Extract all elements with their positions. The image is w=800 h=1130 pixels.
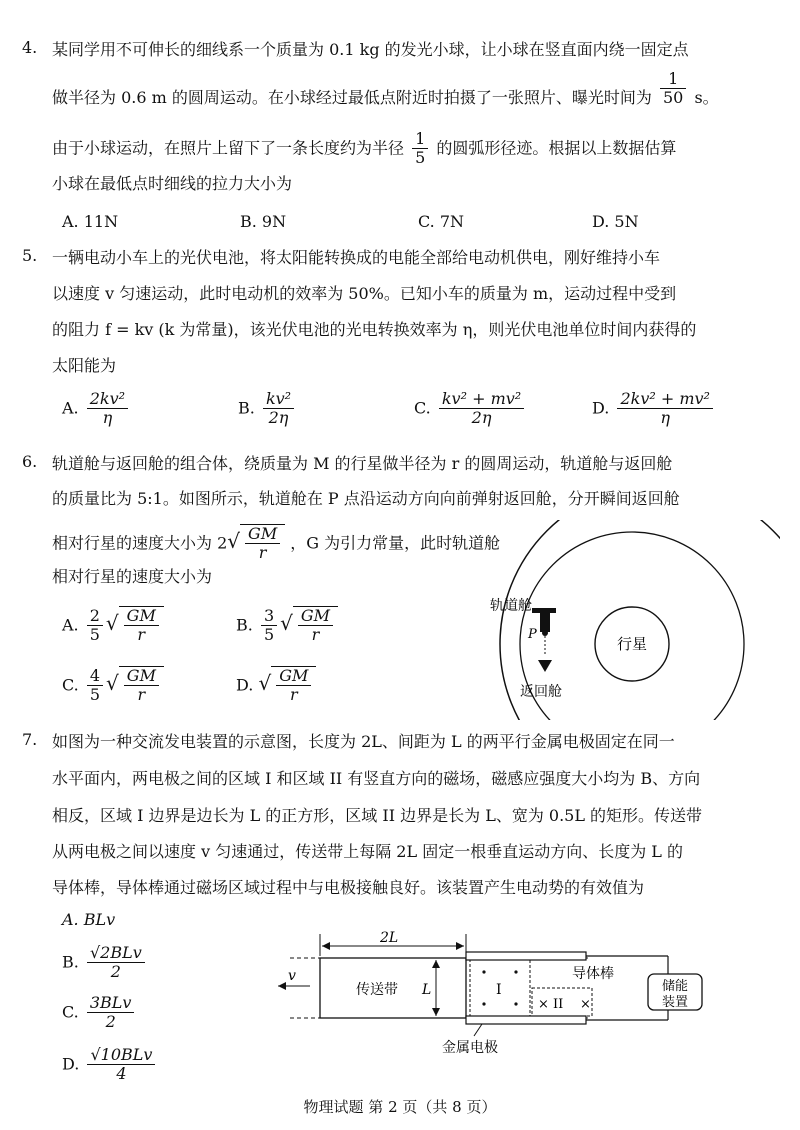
fraction (87, 1046, 155, 1084)
frac-den: 2η (471, 408, 492, 428)
sqrt-body (240, 524, 285, 563)
field-cross: × (580, 997, 591, 1012)
question-text-line: 导体棒，导体棒通过磁场区域过程中与电极接触良好。该装置产生电动势的有效值为 (52, 878, 645, 897)
option-b (62, 944, 148, 982)
belt-label: 传送带 (356, 982, 398, 998)
orbiter-label: 轨道舱 (490, 598, 532, 614)
frac-den: r (258, 543, 267, 563)
option-a (62, 606, 164, 645)
electrode-label: 金属电极 (442, 1040, 498, 1056)
option-label: B. (238, 398, 255, 418)
fraction (439, 390, 524, 428)
question-text-line: 太阳能为 (52, 356, 117, 375)
frac-num: 4 (87, 667, 103, 686)
arrow-up-icon (432, 960, 440, 968)
arrow-left-icon (322, 942, 330, 950)
question-text-line: 相对行星的速度大小为 (52, 567, 213, 586)
text-span: 的圆弧形径迹。根据以上数据估算 (436, 138, 677, 158)
option-d: D. 5N (592, 212, 639, 231)
frac-den: r (137, 685, 146, 705)
fraction (276, 667, 311, 705)
planet-label: 行星 (616, 635, 648, 653)
text-span: 做半径为 0.6 m 的圆周运动。在小球经过最低点附近时拍摄了一张照片、曝光时间为 (52, 88, 652, 107)
frac-num: kv² (263, 390, 294, 409)
fraction (412, 130, 428, 168)
frac-num: 2 (87, 607, 103, 626)
text-span: 相对行星的速度大小为 2 (52, 533, 228, 553)
frac-num: 2kv² + mv² (617, 390, 713, 409)
frac-num: 3BLv (87, 994, 135, 1013)
frac-num: √10BLv (87, 1046, 155, 1065)
sqrt-sign: √ (258, 671, 272, 696)
question-text-line: 从两电极之间以速度 v 匀速通过，传送带上每隔 2L 固定一根垂直运动方向、长度为 L 的 (52, 842, 683, 861)
option-b (236, 606, 338, 645)
frac-den: 5 (263, 625, 275, 645)
orbiter-icon (540, 612, 550, 632)
option-a: A. BLv (62, 910, 116, 929)
dimension-label: L (422, 982, 432, 998)
fraction (124, 607, 159, 645)
frac-den: η (660, 408, 670, 428)
fraction (617, 390, 713, 428)
sqrt-sign: √ (280, 611, 293, 636)
frac-num: 1 (412, 130, 428, 149)
option-a (62, 390, 131, 428)
question-number: 5. (22, 246, 38, 265)
frac-num: GM (124, 607, 159, 626)
option-c (62, 994, 137, 1032)
frac-den: 50 (662, 88, 684, 107)
option-b (238, 390, 297, 428)
option-label: D. (236, 675, 254, 695)
sqrt-body (119, 666, 164, 705)
option-a: A. 11N (62, 212, 119, 231)
option-label: C. (414, 398, 431, 418)
electrode-bottom (466, 1016, 586, 1024)
leader-line (474, 1024, 482, 1036)
frac-den: 5 (89, 625, 100, 645)
field-dot (482, 970, 485, 973)
question-text-line: 的质量比为 5:1。如图所示，轨道舱在 P 点沿运动方向向前弹射返回舱，分开瞬间返回舱 (52, 489, 680, 508)
rod-label: 导体棒 (572, 966, 614, 982)
text-span: ，G 为引力常量，此时轨道舱 (290, 533, 501, 553)
fraction (245, 525, 280, 563)
question-number: 6. (22, 452, 38, 471)
coefficient (87, 607, 103, 645)
region-2-label: × II (538, 997, 564, 1012)
coefficient (87, 667, 103, 705)
frac-den: 2 (110, 962, 121, 982)
region-1-label: I (496, 982, 502, 998)
electrode-top (466, 952, 586, 960)
fraction (660, 70, 686, 108)
field-dot (514, 970, 517, 973)
fraction (298, 607, 333, 645)
option-d (62, 1046, 158, 1084)
question-number: 4. (22, 38, 38, 57)
point-p-label: P (528, 627, 537, 642)
conveyor-diagram (270, 928, 720, 1060)
question-text-line: 以速度 v 匀速运动，此时电动机的效率为 50%。已知小车的质量为 m，运动过程中受到 (52, 284, 677, 303)
sqrt-sign: √ (227, 529, 241, 554)
option-label: C. (62, 675, 79, 695)
question-text-line (52, 130, 676, 168)
arrow-right-icon (456, 942, 464, 950)
frac-den: 5 (415, 148, 426, 168)
dimension-label: 2L (380, 930, 399, 946)
option-label: D. (62, 1054, 80, 1074)
capsule-label: 返回舱 (520, 684, 562, 700)
storage-label-1: 储能 (662, 979, 689, 994)
frac-num: 2kv² (87, 390, 128, 409)
field-dot (514, 1002, 517, 1005)
velocity-label: v (288, 968, 296, 984)
storage-label-2: 装置 (662, 995, 689, 1010)
frac-num: 3 (261, 607, 277, 626)
option-label: C. (62, 1002, 79, 1022)
option-d (592, 390, 716, 428)
capsule-icon (538, 660, 552, 672)
frac-num: GM (276, 667, 311, 686)
fraction (124, 667, 159, 705)
option-label: A. (62, 615, 79, 635)
frac-den: 4 (116, 1064, 127, 1084)
text-span: s。 (694, 88, 719, 107)
frac-num: GM (124, 667, 159, 686)
question-text-line (52, 68, 719, 110)
frac-den: η (102, 408, 113, 428)
coefficient (261, 607, 277, 645)
option-label: A. (62, 398, 79, 418)
question-number: 7. (22, 730, 38, 749)
question-text-line: 如图为一种交流发电装置的示意图，长度为 2L、间距为 L 的两平行金属电极固定在同一 (52, 732, 675, 751)
frac-num: 1 (660, 70, 686, 89)
sqrt-sign: √ (106, 671, 119, 696)
frac-den: 2η (268, 408, 289, 428)
option-label: D. (592, 398, 610, 418)
frac-den: r (137, 625, 146, 645)
frac-num: GM (245, 525, 280, 544)
question-text-line: 某同学用不可伸长的细线系一个质量为 0.1 kg 的发光小球，让小球在竖直面内绕一固定点 (52, 40, 689, 59)
frac-den: r (311, 625, 320, 645)
option-b: B. 9N (240, 212, 287, 231)
frac-num: √2BLv (87, 944, 145, 963)
question-text-line (52, 524, 500, 563)
frac-num: kv² + mv² (439, 390, 524, 409)
fraction (263, 390, 294, 428)
sqrt-sign: √ (105, 611, 119, 636)
orbit-diagram (480, 520, 780, 720)
point-p (542, 630, 548, 636)
question-text-line: 的阻力 f = kv (k 为常量)，该光伏电池的光电转换效率为 η，则光伏电池单位时间内获得的 (52, 320, 697, 339)
frac-den: 5 (89, 685, 101, 705)
fraction (87, 944, 145, 982)
fraction (87, 390, 128, 428)
option-d (236, 666, 316, 705)
option-label: B. (62, 952, 79, 972)
frac-num: GM (298, 607, 333, 626)
question-text-line: 水平面内，两电极之间的区域 I 和区域 II 有竖直方向的磁场，磁感应强度大小均为 B、方向 (52, 769, 701, 788)
option-c: C. 7N (418, 212, 465, 231)
field-dot (482, 1002, 485, 1005)
option-c (62, 666, 164, 705)
text-span: 由于小球运动，在照片上留下了一条长度约为半径 (52, 138, 405, 158)
question-text-line: 轨道舱与返回舱的组合体，绕质量为 M 的行星做半径为 r 的圆周运动，轨道舱与返回舱 (52, 454, 673, 473)
option-c (414, 390, 527, 428)
option-label: B. (236, 615, 253, 635)
frac-den: 2 (105, 1012, 116, 1032)
sqrt-body (271, 666, 316, 705)
arrow-down-icon (432, 1008, 440, 1016)
page-footer: 物理试题 第 2 页（共 8 页） (303, 1098, 497, 1116)
fraction (87, 994, 135, 1032)
sqrt-body (293, 606, 338, 645)
sqrt-body (119, 606, 164, 645)
question-text-line: 小球在最低点时细线的拉力大小为 (52, 174, 293, 193)
question-text-line: 相反，区域 I 边界是边长为 L 的正方形，区域 II 边界是长为 L、宽为 0.5L 的矩形。传送带 (52, 806, 703, 825)
frac-den: r (289, 685, 298, 705)
question-text-line: 一辆电动小车上的光伏电池，将太阳能转换成的电能全部给电动机供电，刚好维持小车 (52, 248, 661, 267)
velocity-arrow-icon (278, 982, 286, 990)
